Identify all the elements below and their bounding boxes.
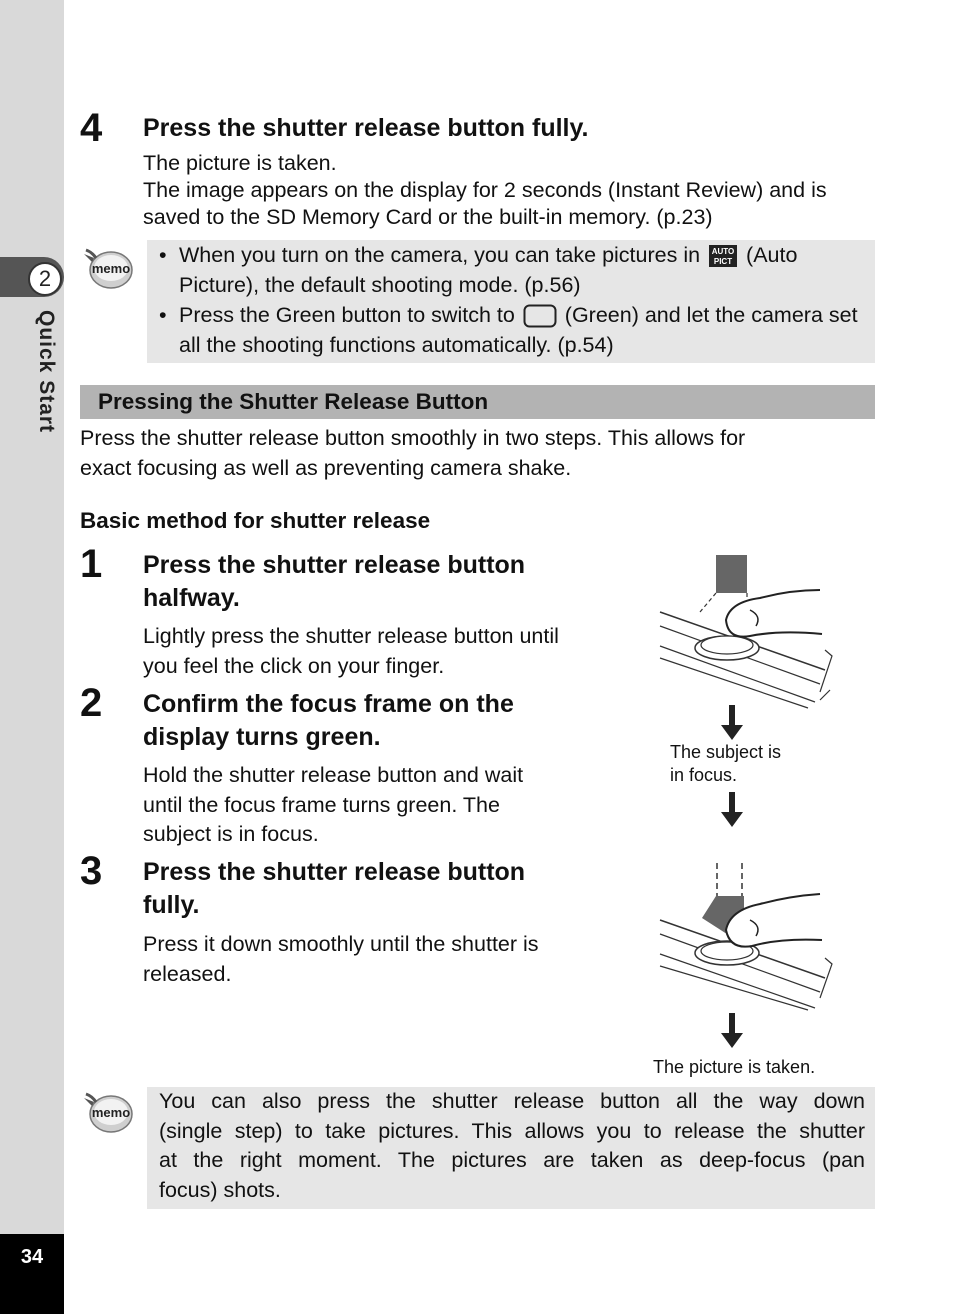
memo-bullet-text: (Auto Picture), the default shooting mode. (p.56) (179, 243, 798, 297)
memo-2-line: (single step) to take pictures. This allows you to release the shutter (159, 1118, 865, 1143)
section-title: Pressing the Shutter Release Button (98, 389, 489, 414)
step-4-line: saved to the SD Memory Card or the built-in memory. (p.23) (143, 205, 713, 229)
memo-2-line: You can also press the shutter release button all the way down (159, 1089, 865, 1113)
step-3-title (143, 856, 525, 922)
step-2-number: 2 (80, 681, 103, 725)
step-1-description (143, 622, 559, 681)
half-press-illustration (650, 550, 840, 715)
section-intro-line: Press the shutter release button smoothly in two steps. This allows for (80, 426, 746, 450)
step-1-number: 1 (80, 542, 103, 586)
step-2-desc-line: Hold the shutter release button and wait (143, 763, 524, 787)
full-press-illustration (650, 858, 840, 1013)
step-2-title (143, 688, 514, 754)
chapter-number: 2 (28, 262, 62, 296)
auto-picture-mode-icon (708, 244, 738, 268)
down-arrow-icon (720, 1013, 744, 1049)
memo-bullet-text: Press the Green button to switch to (179, 303, 515, 327)
memo-bullet (147, 300, 867, 360)
step-3-desc-line: Press it down smoothly until the shutter is (143, 932, 539, 956)
step-2-title-line: Confirm the focus frame on the (143, 690, 514, 718)
page-number: 34 (20, 1246, 44, 1268)
green-mode-icon (523, 304, 557, 328)
step-1-title-line: Press the shutter release button (143, 551, 526, 579)
memo-bullet (147, 240, 867, 300)
memo-box-1 (147, 240, 875, 363)
auto-picture-icon-bottom: PICT (713, 257, 733, 267)
memo-2-line: at the right moment. The pictures are taken as deep-focus (pan (159, 1148, 865, 1172)
memo-bullet-text: (Green) and let the camera set all the shooting functions automatically. (p.54) (179, 303, 858, 357)
caption-in-focus (670, 741, 781, 787)
down-arrow-icon (720, 792, 744, 828)
sidebar (0, 0, 64, 1314)
step-3-title-line: Press the shutter release button (143, 858, 526, 886)
step-2-title-line: display turns green. (143, 723, 381, 751)
section-intro (80, 424, 880, 483)
section-intro-line: exact focusing as well as preventing camera shake. (80, 455, 572, 480)
step-4-line: The picture is taken. (143, 151, 337, 175)
memo-icon-text: memo (91, 261, 131, 276)
auto-picture-icon-top: AUTO (711, 247, 735, 257)
step-1-desc-line: Lightly press the shutter release button until (143, 624, 559, 648)
subheading: Basic method for shutter release (80, 508, 431, 533)
caption-picture-taken: The picture is taken. (653, 1057, 816, 1077)
step-1-desc-line: you feel the click on your finger. (143, 653, 445, 678)
caption-line: The subject is (670, 742, 782, 762)
step-4-number: 4 (80, 106, 103, 150)
step-1-title (143, 549, 525, 615)
step-3-description (143, 930, 539, 989)
down-arrow-icon (720, 705, 744, 741)
memo-icon (80, 1090, 136, 1136)
chapter-title: Quick Start (35, 310, 58, 434)
step-4-line: The image appears on the display for 2 seconds (Instant Review) and is (143, 178, 827, 202)
step-1-title-line: halfway. (143, 584, 240, 612)
memo-box-2 (147, 1087, 875, 1209)
memo-2-text (159, 1087, 865, 1205)
step-4-title: Press the shutter release button fully. (143, 114, 589, 142)
step-2-desc-line: until the focus frame turns green. The (143, 792, 500, 817)
step-3-desc-line: released. (143, 961, 232, 986)
memo-2-line: focus) shots. (159, 1177, 281, 1202)
step-2-desc-line: subject is in focus. (143, 822, 319, 846)
step-2-description (143, 761, 523, 850)
step-3-number: 3 (80, 849, 103, 893)
memo-icon-text: memo (91, 1105, 131, 1120)
memo-icon (80, 246, 136, 292)
memo-bullet-text: When you turn on the camera, you can take pictures in (179, 243, 701, 267)
step-3-title-line: fully. (143, 891, 200, 919)
section-header (80, 385, 875, 419)
caption-line: in focus. (670, 765, 738, 785)
step-4-description (143, 150, 883, 231)
